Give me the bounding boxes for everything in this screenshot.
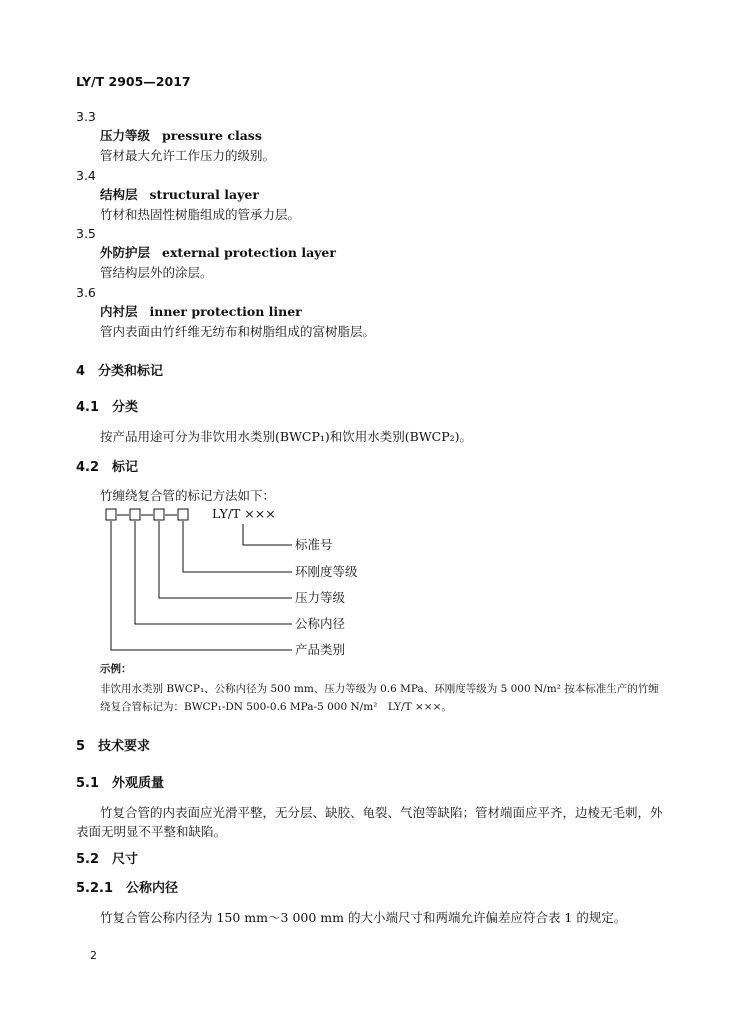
page-number: 2 — [90, 949, 97, 962]
paragraph: 竹缠绕复合管的标记方法如下： — [100, 488, 276, 503]
paragraph-line: 竹复合管的内表面应光滑平整，无分层、缺胶、龟裂、气泡等缺陷；管材端面应平齐，边棱无毛刺，外 — [100, 805, 663, 820]
section-heading: 4 分类和标记 — [76, 364, 164, 379]
paragraph-line: 表面无明显不平整和缺陷。 — [76, 824, 227, 839]
subsection-heading: 5.2.1 公称内径 — [76, 881, 179, 896]
paragraph: 按产品用途可分为非饮用水类别(BWCP₁)和饮用水类别(BWCP₂)。 — [100, 429, 473, 444]
example-line: 绕复合管标记为：BWCP₁-DN 500-0.6 MPa-5 000 N/m² LY/T ×××。 — [100, 701, 452, 713]
term-definition: 管材最大允许工作压力的级别。 — [100, 148, 276, 163]
term-zh: 内衬层 — [100, 304, 138, 319]
marking-code: LY/T ××× — [212, 506, 276, 521]
box-pressure-class — [154, 509, 164, 520]
leader-ring-stiffness — [183, 521, 292, 572]
term-en: pressure class — [162, 128, 262, 143]
term-definition: 竹材和热固性树脂组成的管承力层。 — [100, 207, 301, 222]
term-zh: 外防护层 — [100, 245, 151, 260]
term-en: external protection layer — [162, 245, 336, 260]
paragraph: 竹复合管公称内径为 150 mm～3 000 mm 的大小端尺寸和两端允许偏差应符合表 1 的规定。 — [100, 910, 627, 925]
leader-product-category — [111, 521, 292, 650]
term-zh: 压力等级 — [100, 128, 151, 143]
example-line: 非饮用水类别 BWCP₁、公称内径为 500 mm、压力等级为 0.6 MPa、环刚度等级为 5 000 N/m² 按本标准生产的竹缠 — [100, 683, 659, 695]
subsection-heading: 5.2 尺寸 — [76, 852, 139, 867]
box-nominal-diameter — [130, 509, 140, 520]
term-number: 3.6 — [76, 285, 96, 300]
example-title: 示例： — [100, 663, 132, 675]
label-product-category: 产品类别 — [295, 642, 346, 657]
box-product-category — [106, 509, 116, 520]
subsection-heading: 4.2 标记 — [76, 460, 139, 475]
leader-standard-number — [243, 524, 292, 545]
term-definition: 管内表面由竹纤维无纺布和树脂组成的富树脂层。 — [100, 324, 376, 339]
label-standard-number: 标准号 — [295, 537, 333, 552]
subsection-heading: 5.1 外观质量 — [76, 776, 165, 791]
term-en: structural layer — [149, 187, 259, 202]
label-ring-stiffness: 环刚度等级 — [295, 564, 358, 579]
standard-code-header: LY/T 2905—2017 — [76, 74, 191, 89]
term-number: 3.5 — [76, 226, 96, 241]
box-ring-stiffness — [178, 509, 188, 520]
subsection-heading: 4.1 分类 — [76, 400, 139, 415]
term-en: inner protection liner — [149, 304, 302, 319]
section-heading: 5 技术要求 — [76, 739, 151, 754]
term-number: 3.3 — [76, 109, 96, 124]
term-number: 3.4 — [76, 168, 96, 183]
leader-pressure-class — [159, 521, 292, 598]
label-pressure-class: 压力等级 — [295, 590, 346, 605]
term-definition: 管结构层外的涂层。 — [100, 265, 213, 280]
label-nominal-diameter: 公称内径 — [295, 616, 346, 631]
term-zh: 结构层 — [100, 187, 138, 202]
